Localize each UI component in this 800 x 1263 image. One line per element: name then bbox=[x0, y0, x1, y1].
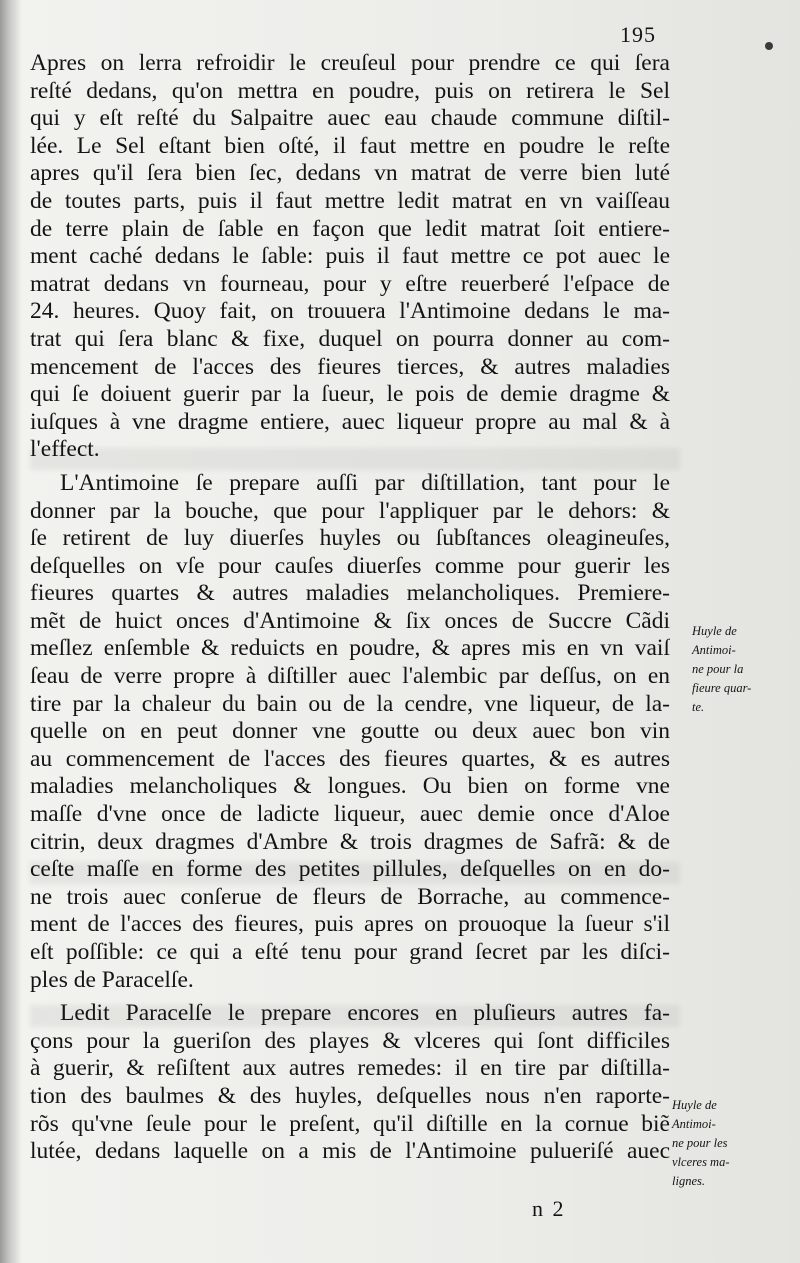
text-line: lée. Le Sel eſtant bien oſté, il faut mettre en poudre le reſte bbox=[30, 132, 670, 159]
text-line: ples de Paracelſe. bbox=[30, 966, 194, 993]
text-line: eſt poſſible: ce qui a eſté tenu pour grand ſecret par les diſci- bbox=[30, 939, 670, 965]
text-line: l'effect. bbox=[30, 436, 100, 463]
text-line: mencement de l'acces des fieures tierces, & autres maladies bbox=[30, 353, 670, 380]
text-line: de terre plain de ſable en façon que ledit matrat ſoit entiere- bbox=[30, 215, 670, 242]
text-line: çons pour la gueriſon des playes & vlceres qui ſont difficiles bbox=[30, 1027, 670, 1054]
text-line: au commencement de l'acces des fieures quartes, & es autres bbox=[30, 745, 670, 772]
text-line: ſe retirent de luy diuerſes huyles ou ſubſtances oleagineuſes, bbox=[30, 525, 670, 552]
text-line: apres qu'il ſera bien ſec, dedans vn matrat de verre bien luté bbox=[30, 160, 670, 187]
text-line: de toutes parts, puis il faut mettre ledit matrat en vn vaiſſeau bbox=[30, 187, 670, 214]
text-line: maſſe d'vne once de ladicte liqueur, auec demie once d'Aloe bbox=[30, 801, 670, 828]
text-line: citrin, deux dragmes d'Ambre & trois dragmes de Safrã: & de bbox=[30, 828, 670, 855]
margin-note bbox=[672, 1096, 730, 1191]
text-line: ment caché dedans le ſable: puis il faut mettre ce pot auec le bbox=[30, 243, 670, 270]
text-line: mẽt de huict onces d'Antimoine & ſix onces de Succre Cãdi bbox=[30, 607, 670, 634]
margin-note-line: ne pour la bbox=[692, 662, 744, 676]
text-line: lutée, dedans laquelle on a mis de l'Antimoine pulueriſé auec bbox=[30, 1138, 670, 1165]
text-line: ment de l'acces des fieures, puis apres on prouoque la ſueur s'il bbox=[30, 911, 670, 938]
text-line: deſquelles on vſe pour cauſes diuerſes comme pour guerir les bbox=[30, 552, 670, 579]
text-line: quelle on en peut donner vne goutte ou deux auec bon vin bbox=[30, 718, 670, 745]
paragraph bbox=[30, 470, 670, 994]
margin-note-line: Antimoi- bbox=[692, 643, 736, 657]
margin-note-line: Huyle de bbox=[692, 624, 737, 638]
margin-note-line: Antimoi- bbox=[672, 1117, 716, 1131]
body-text bbox=[30, 50, 670, 1166]
margin-note-line: Huyle de bbox=[672, 1098, 717, 1112]
text-line: donner par la bouche, que pour l'appliquer par le dehors: & bbox=[30, 497, 670, 524]
paragraph bbox=[30, 1000, 670, 1166]
paragraph bbox=[30, 50, 670, 464]
text-line: tire par la chaleur du bain ou de la cendre, vne liqueur, de la- bbox=[30, 690, 670, 717]
text-line: ne trois auec conſerue de fleurs de Borrache, au commence- bbox=[30, 883, 670, 910]
text-line: qui y eſt reſté du Salpaitre auec eau chaude commune diſtil- bbox=[30, 105, 670, 132]
page-number: 195 bbox=[620, 22, 656, 47]
margin-note-line: vlceres ma- bbox=[672, 1155, 730, 1169]
text-line: qui ſe doiuent guerir par la ſueur, le pois de demie dragme & bbox=[30, 381, 670, 408]
text-line: matrat dedans vn fourneau, pour y eſtre reuerberé l'eſpace de bbox=[30, 270, 670, 297]
text-line: Ledit Paracelſe le prepare encores en pluſieurs autres fa- bbox=[60, 1000, 670, 1027]
text-line: iuſques à vne dragme entiere, auec liqueur propre au mal & à bbox=[30, 408, 670, 435]
margin-note-line: ne pour les bbox=[672, 1136, 728, 1150]
margin-note-line: lignes. bbox=[672, 1174, 705, 1188]
margin-note bbox=[692, 622, 751, 717]
text-line: trat qui ſera blanc & fixe, duquel on pourra donner au com- bbox=[30, 325, 670, 352]
ink-spot bbox=[765, 42, 773, 50]
text-line: fieures quartes & autres maladies melancholiques. Premiere- bbox=[30, 580, 670, 607]
text-line: ceſte maſſe en forme des petites pillules, deſquelles on en do- bbox=[30, 856, 670, 883]
margin-note-line: te. bbox=[692, 700, 705, 714]
text-line: tion des baulmes & des huyles, deſquelles nous n'en raporte- bbox=[30, 1082, 670, 1109]
text-line: ſeau de verre propre à diſtiller auec l'alembic par deſſus, on en bbox=[30, 663, 670, 690]
text-line: reſté dedans, qu'on mettra en poudre, puis on retirera le Sel bbox=[30, 77, 670, 104]
text-line: 24. heures. Quoy fait, on trouuera l'Antimoine dedans le ma- bbox=[30, 298, 670, 325]
text-line: Apres on lerra refroidir le creuſeul pour prendre ce qui ſera bbox=[30, 50, 670, 76]
text-line: à guerir, & reſiſtent aux autres remedes: il en tire par diſtilla- bbox=[30, 1055, 670, 1082]
text-line: maladies melancholiques & longues. Ou bien on forme vne bbox=[30, 773, 670, 800]
signature-mark: n 2 bbox=[532, 1196, 566, 1221]
text-line: meſlez enſemble & reduicts en poudre, & apres mis en vn vaiſ bbox=[30, 635, 670, 662]
margin-note-line: fieure quar- bbox=[692, 681, 752, 695]
text-line: L'Antimoine ſe prepare auſſi par diſtillation, tant pour le bbox=[60, 469, 670, 496]
page-gutter-shadow bbox=[0, 0, 22, 1263]
text-line: rõs qu'vne ſeule pour le preſent, qu'il diſtille en la cornue biẽ bbox=[30, 1110, 670, 1137]
